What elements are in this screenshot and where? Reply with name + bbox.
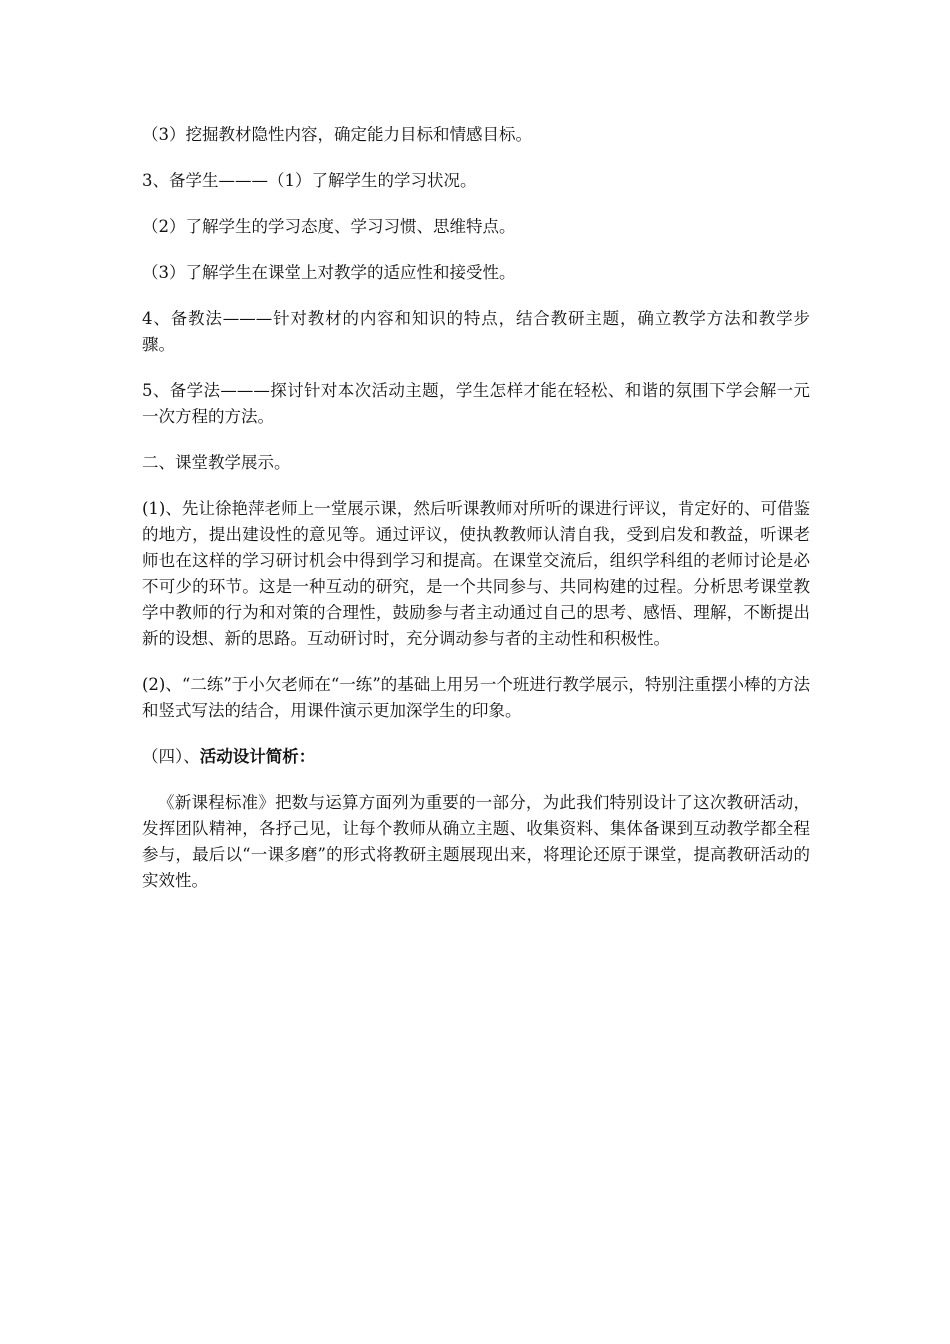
- paragraph-prepare-teaching-method: 4、备教法———针对教材的内容和知识的特点，结合教研主题，确立教学方法和教学步骤。: [142, 309, 810, 354]
- paragraph-students-attitude: （2）了解学生的学习态度、学习习惯、思维特点。: [142, 217, 516, 236]
- section-heading-activity-analysis: [142, 744, 810, 770]
- paragraph-prepare-students: 3、备学生———（1）了解学生的学习状况。: [142, 171, 477, 190]
- paragraph-students-adaptability: （3）了解学生在课堂上对教学的适应性和接受性。: [142, 263, 516, 282]
- section-heading-classroom-display: 二、课堂教学展示。: [142, 453, 291, 472]
- heading-prefix: （四）、: [142, 747, 200, 766]
- heading-title: 活动设计简析：: [199, 747, 316, 766]
- paragraph-display-lesson-1: (1)、先让徐艳萍老师上一堂展示课，然后听课教师对所听的课进行评议，肯定好的、可借鉴的地方，提出建设性的意见等。通过评议，使执教教师认清自我，受到启发和教益，听课老师也在这样的学习研讨机会中得到学习和提高。在课堂交流后，组织学科组的老师讨论是必不可少的环节。这是一种互动的研究，是一个共同参与、共同构建的过程。分析思考课堂教学中教师的行为和对策的合理性，鼓励参与者主动通过自己的思考、感悟、理解，不断提出新的设想、新的思路。互动研讨时，充分调动参与者的主动性和积极性。: [142, 499, 810, 648]
- paragraph-prepare-learning-method: 5、备学法———探讨针对本次活动主题，学生怎样才能在轻松、和谐的氛围下学会解一元一次方程的方法。: [142, 381, 810, 426]
- paragraph-activity-analysis: 《新课程标准》把数与运算方面列为重要的一部分，为此我们特别设计了这次教研活动，发挥团队精神，各抒己见，让每个教师从确立主题、收集资料、集体备课到互动教学都全程参与，最后以“一课多磨”的形式将教研主题展现出来，将理论还原于课堂，提高教研活动的实效性。: [142, 793, 810, 890]
- paragraph-display-lesson-2: (2)、“二练”于小欠老师在“一练”的基础上用另一个班进行教学展示，特别注重摆小棒的方法和竖式写法的结合，用课件演示更加深学生的印象。: [142, 675, 810, 720]
- document-body: [142, 122, 810, 914]
- paragraph-goal-3: （3）挖掘教材隐性内容，确定能力目标和情感目标。: [142, 125, 532, 144]
